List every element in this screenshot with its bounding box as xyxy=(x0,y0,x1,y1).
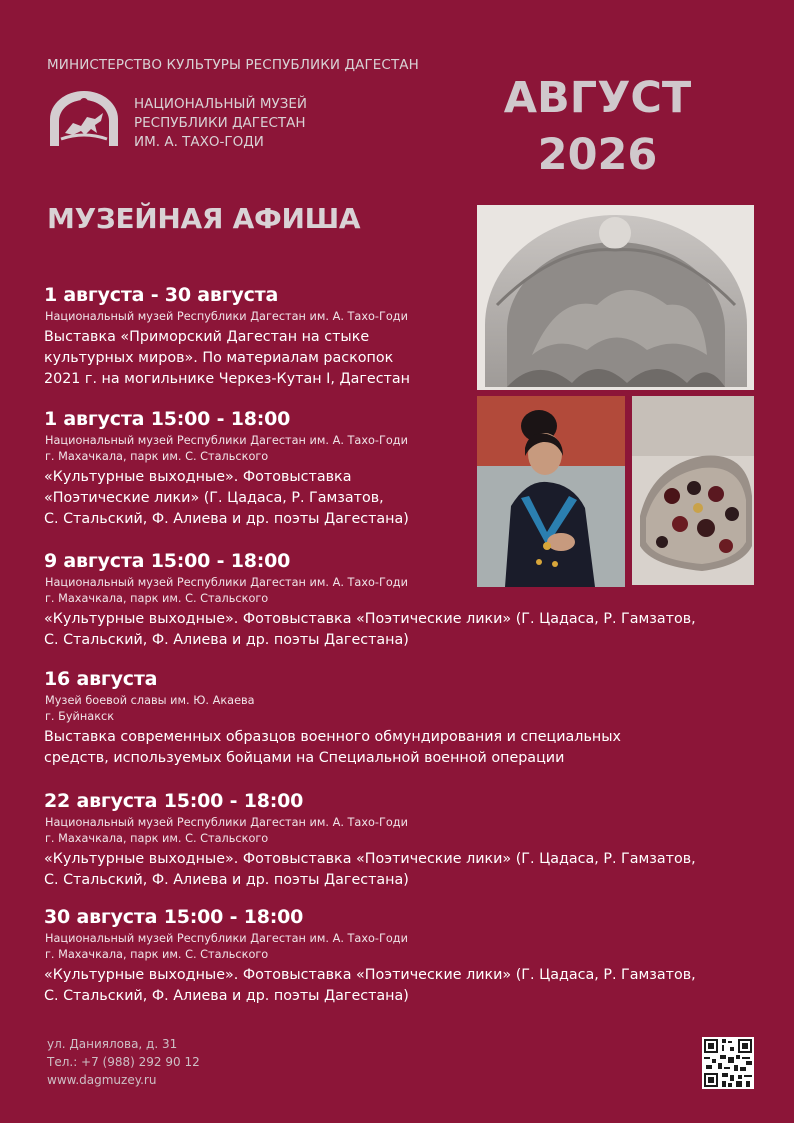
event-description xyxy=(44,609,696,651)
event-description-line: «Культурные выходные». Фотовыставка «Поэтические лики» (Г. Цадаса, Р. Гамзатов, xyxy=(44,851,696,867)
event-description-line: С. Стальский, Ф. Алиева и др. поэты Дагестана) xyxy=(44,988,409,1004)
event-description xyxy=(44,327,410,390)
address: ул. Даниялова, д. 31 xyxy=(47,1037,178,1051)
event-date: 22 августа 15:00 - 18:00 xyxy=(44,790,304,812)
event-description-line: Выставка «Приморский Дагестан на стыке xyxy=(44,329,370,345)
event-location: Национальный музей Республики Дагестан им. А. Тахо-Годи xyxy=(45,816,408,829)
month: АВГУСТ xyxy=(503,73,692,123)
museum-name-line: НАЦИОНАЛЬНЫЙ МУЗЕЙ xyxy=(134,96,308,112)
event-location: г. Махачкала, парк им. С. Стальского xyxy=(45,832,269,845)
event-description-line: 2021 г. на могильнике Черкез-Кутан I, Дагестан xyxy=(44,371,410,387)
page-title: МУЗЕЙНАЯ АФИША xyxy=(47,202,361,235)
event-description-line: культурных миров». По материалам раскопок xyxy=(44,350,394,366)
ministry-name: МИНИСТЕРСТВО КУЛЬТУРЫ РЕСПУБЛИКИ ДАГЕСТАН xyxy=(47,57,419,73)
event-description-line: С. Стальский, Ф. Алиева и др. поэты Дагестана) xyxy=(44,632,409,648)
event-description-line: средств, используемых бойцами на Специальной военной операции xyxy=(44,750,565,766)
event-item xyxy=(44,548,696,651)
phone: Тел.: +7 (988) 292 90 12 xyxy=(47,1055,200,1069)
stone-relief-photo xyxy=(477,205,754,390)
event-description-line: Выставка современных образцов военного обмундирования и специальных xyxy=(44,729,621,745)
event-item xyxy=(44,406,409,530)
event-item xyxy=(44,282,410,390)
event-location: Национальный музей Республики Дагестан им. А. Тахо-Годи xyxy=(45,310,408,323)
event-description xyxy=(44,965,696,1007)
event-description-line: «Культурные выходные». Фотовыставка «Поэтические лики» (Г. Цадаса, Р. Гамзатов, xyxy=(44,967,696,983)
event-description xyxy=(44,849,696,891)
museum-name-line: ИМ. А. ТАХО-ГОДИ xyxy=(134,134,264,150)
museum-logo-icon xyxy=(47,89,121,147)
event-location: Национальный музей Республики Дагестан им. А. Тахо-Годи xyxy=(45,576,408,589)
month-year xyxy=(470,70,725,184)
event-date: 1 августа - 30 августа xyxy=(44,284,279,306)
year: 2026 xyxy=(537,130,658,180)
museum-name-line: РЕСПУБЛИКИ ДАГЕСТАН xyxy=(134,115,306,131)
event-date: 9 августа 15:00 - 18:00 xyxy=(44,550,291,572)
event-location: г. Буйнакск xyxy=(45,710,115,723)
event-date: 1 августа 15:00 - 18:00 xyxy=(44,408,291,430)
event-item xyxy=(44,904,696,1007)
event-description-line: С. Стальский, Ф. Алиева и др. поэты Дагестана) xyxy=(44,511,409,527)
event-item xyxy=(44,788,696,891)
event-location: Музей боевой славы им. Ю. Акаева xyxy=(45,694,255,707)
event-location: Национальный музей Республики Дагестан им. А. Тахо-Годи xyxy=(45,932,408,945)
event-description xyxy=(44,727,621,769)
qr-code-icon[interactable] xyxy=(702,1037,754,1089)
event-description-line: «Поэтические лики» (Г. Цадаса, Р. Гамзатов, xyxy=(44,490,384,506)
event-description-line: «Культурные выходные». Фотовыставка «Поэтические лики» (Г. Цадаса, Р. Гамзатов, xyxy=(44,611,696,627)
museum-name xyxy=(134,95,307,152)
website-link[interactable]: www.dagmuzey.ru xyxy=(47,1073,157,1087)
event-date: 30 августа 15:00 - 18:00 xyxy=(44,906,304,928)
event-description-line: «Культурные выходные». Фотовыставка xyxy=(44,469,352,485)
event-location: г. Махачкала, парк им. С. Стальского xyxy=(45,592,269,605)
event-location: г. Махачкала, парк им. С. Стальского xyxy=(45,450,269,463)
event-location: Национальный музей Республики Дагестан им. А. Тахо-Годи xyxy=(45,434,408,447)
event-description-line: С. Стальский, Ф. Алиева и др. поэты Дагестана) xyxy=(44,872,409,888)
event-location: г. Махачкала, парк им. С. Стальского xyxy=(45,948,269,961)
contact-info xyxy=(47,1035,200,1089)
event-item xyxy=(44,666,621,769)
event-description xyxy=(44,467,409,530)
event-date: 16 августа xyxy=(44,668,158,690)
